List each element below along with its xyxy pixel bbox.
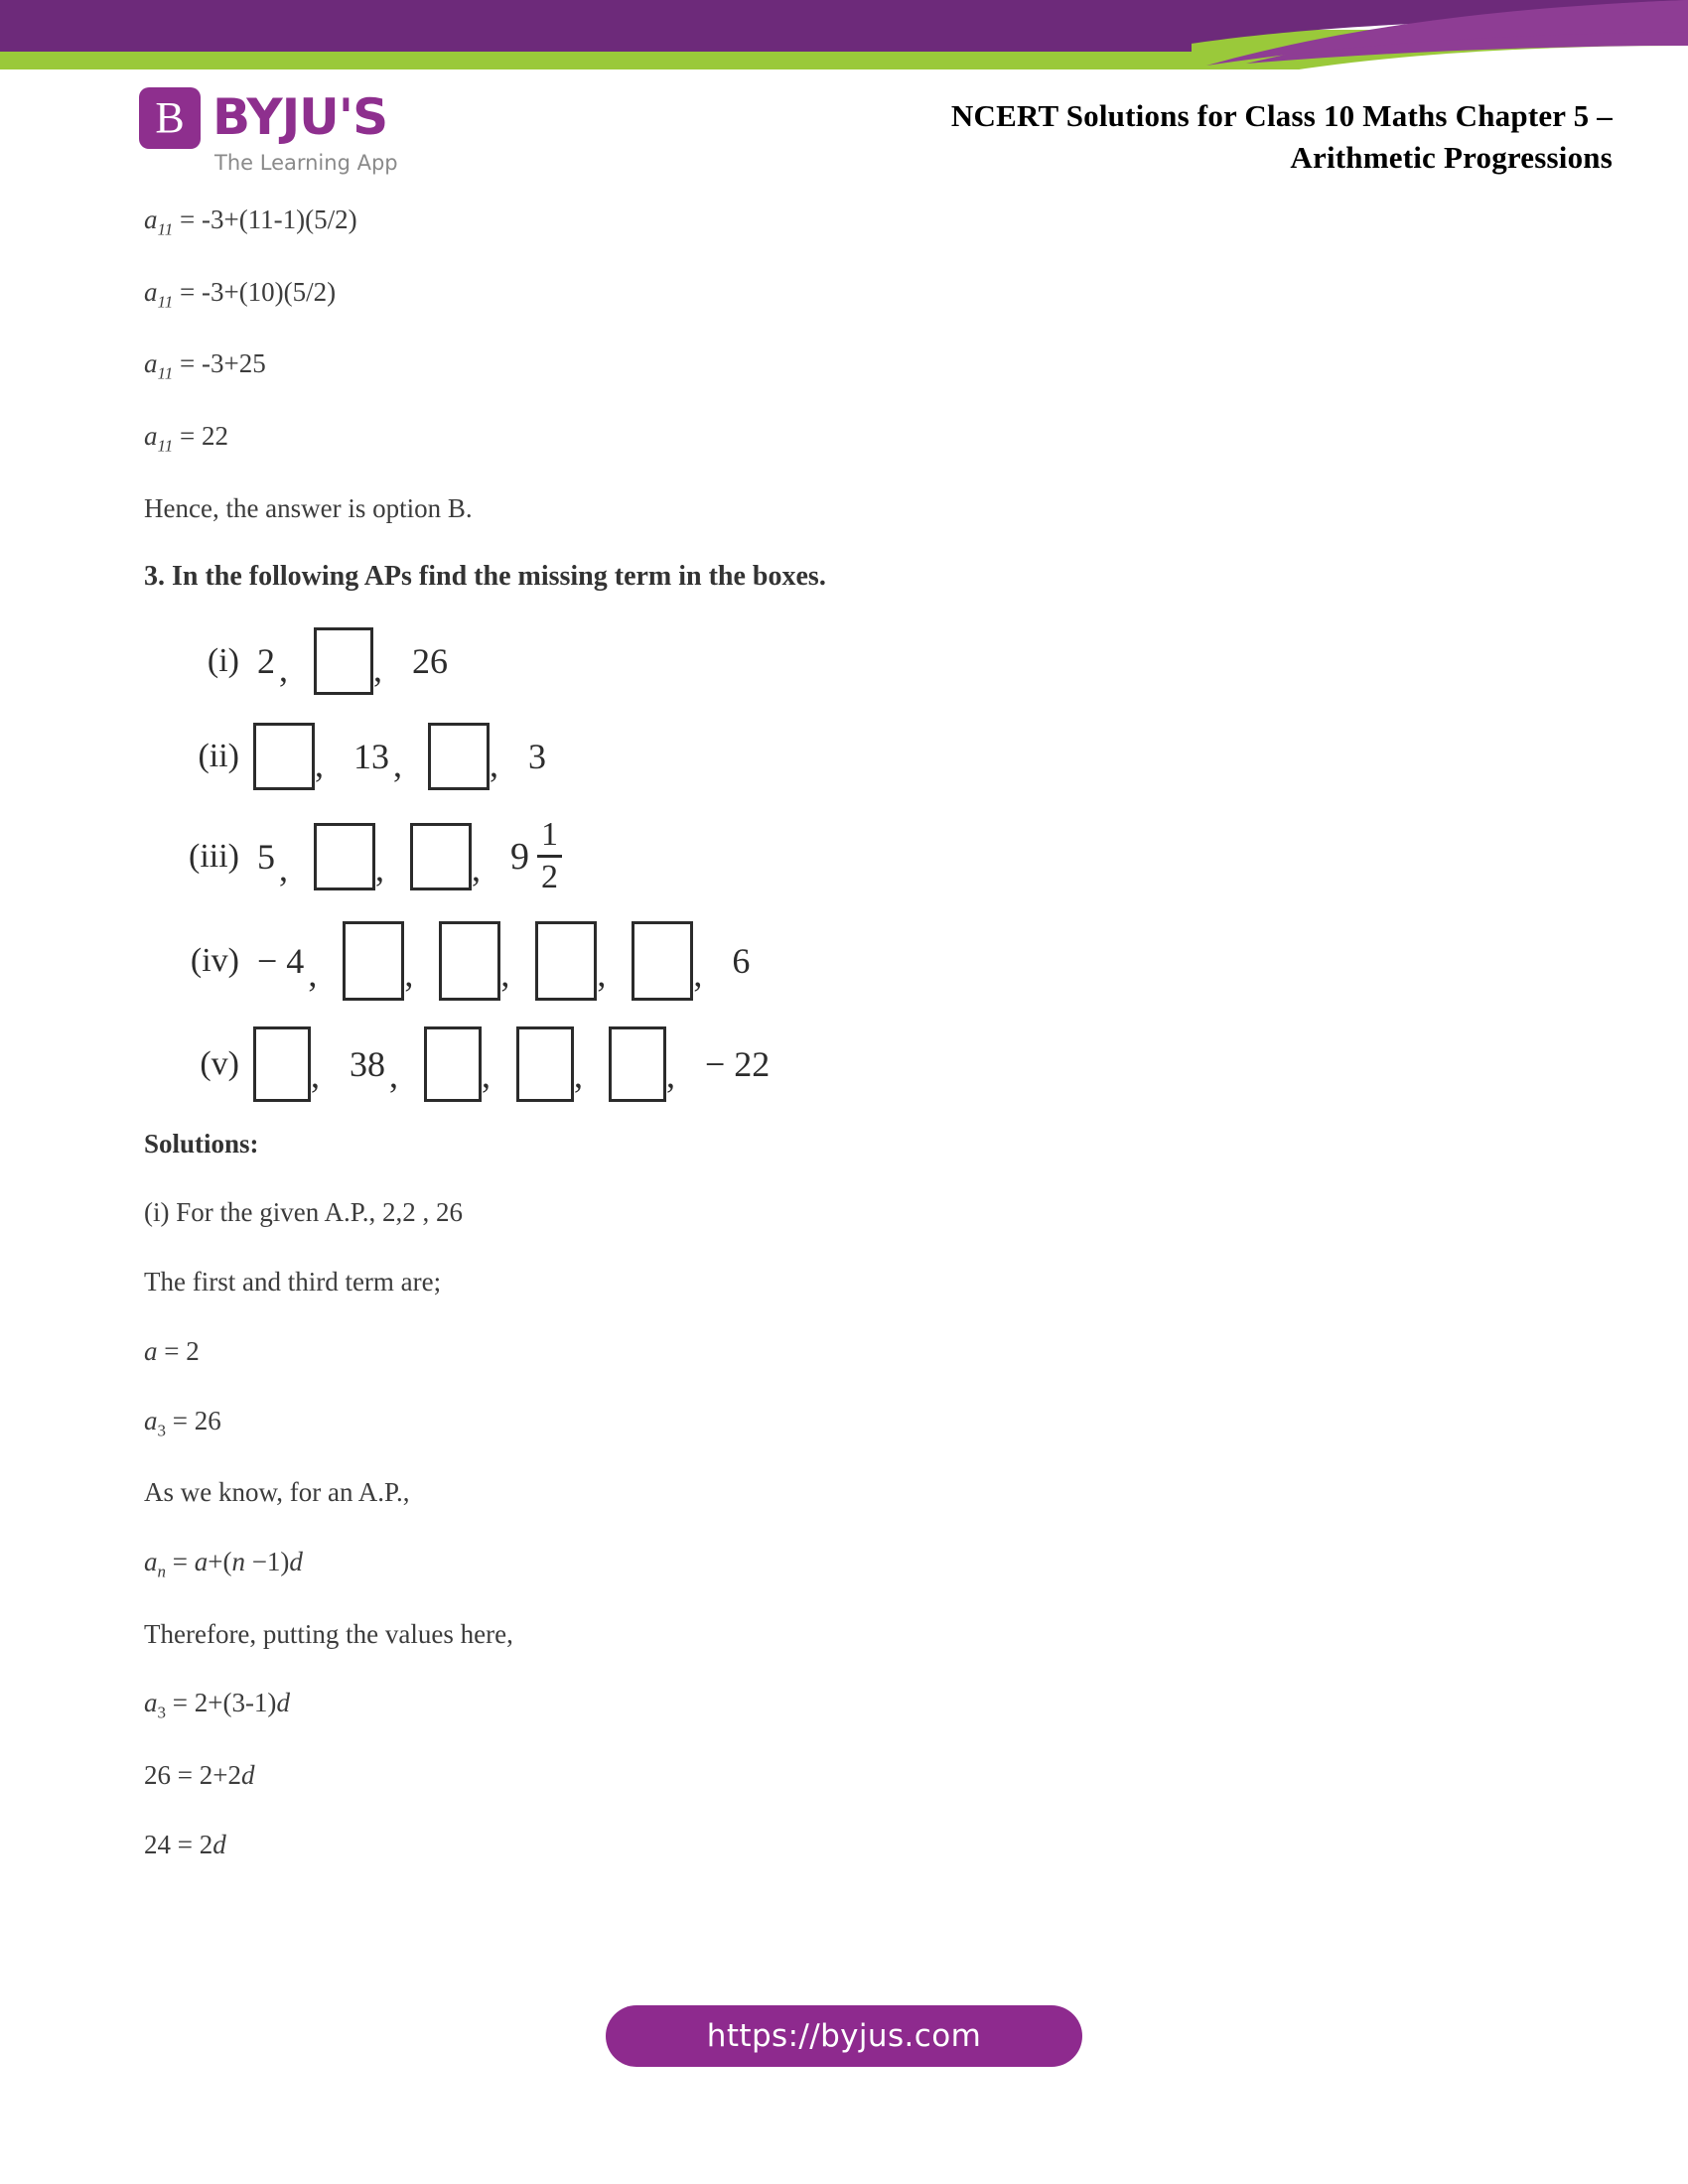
formula-n-subscript: n — [157, 1562, 166, 1581]
missing-term-box[interactable] — [314, 627, 373, 695]
missing-term-box[interactable] — [424, 1026, 482, 1102]
eq26-expression: 26 = 2+2 — [144, 1760, 241, 1791]
formula-n-term: n — [231, 1547, 245, 1577]
subst-d-term: d — [276, 1688, 290, 1718]
document-content — [144, 204, 1554, 1898]
ap-row-4 — [144, 1026, 1554, 1102]
equation-a11-line2 — [144, 276, 1554, 313]
equation-a11-line4 — [144, 420, 1554, 457]
solution-equation-24 — [144, 1829, 1554, 1862]
byjus-logo — [139, 87, 437, 175]
eq2-symbol: a — [144, 276, 158, 307]
missing-term-box[interactable] — [516, 1026, 574, 1102]
formula-open-paren: +( — [208, 1547, 232, 1577]
ap-problems-list — [144, 626, 1554, 1101]
solution-substituted-a3 — [144, 1687, 1554, 1723]
ap-separator-comma: , — [315, 745, 324, 785]
byjus-b-mark-icon — [139, 87, 201, 149]
ap-row-label: (iv) — [190, 941, 239, 979]
subst-a3-subscript: 3 — [157, 1703, 166, 1722]
eq3-subscript: 11 — [157, 363, 174, 383]
page-title-line-2: Arithmetic Progressions — [1290, 139, 1613, 175]
ap-separator-comma: , — [666, 1054, 675, 1095]
ap-row-1 — [144, 722, 1554, 791]
eq4-symbol: a — [144, 420, 158, 451]
ap-row-label: (i) — [207, 642, 239, 680]
ap-separator-comma: , — [597, 953, 607, 994]
missing-term-box[interactable] — [410, 823, 472, 890]
eq3-expression: = -3+25 — [173, 348, 266, 379]
page-header-banner — [0, 0, 1688, 79]
sol-a-symbol: a — [144, 1335, 158, 1366]
formula-equals: = — [166, 1547, 195, 1577]
ap-known-term: 3 — [528, 737, 546, 777]
formula-a-term: a — [194, 1547, 209, 1577]
equation-a11-line1 — [144, 204, 1554, 240]
page-title — [838, 95, 1613, 179]
logo-tagline: The Learning App — [214, 151, 398, 175]
missing-term-box[interactable] — [253, 1026, 311, 1102]
eq4-subscript: 11 — [157, 436, 174, 456]
ap-separator-comma: , — [472, 848, 481, 888]
ap-known-term: − 4 — [257, 940, 305, 981]
formula-d-term: d — [289, 1547, 303, 1577]
ap-separator-comma: , — [279, 848, 288, 888]
fraction-numerator: 1 — [541, 816, 558, 854]
ap-separator-comma: , — [389, 1054, 398, 1095]
solution-equation-a3 — [144, 1405, 1554, 1441]
eq2-expression: = -3+(10)(5/2) — [173, 276, 337, 307]
question-3-heading: 3. In the following APs find the missing term in the boxes. — [144, 561, 826, 593]
ap-row-2 — [144, 817, 1554, 894]
solution-as-we-know: As we know, for an A.P., — [144, 1477, 410, 1508]
ap-separator-comma: , — [490, 745, 498, 785]
ap-separator-comma: , — [311, 1054, 320, 1095]
ap-separator-comma: , — [393, 745, 402, 785]
banner-shapes — [0, 0, 1688, 79]
ap-separator-comma: , — [279, 649, 288, 690]
byjus-url-button[interactable]: https://byjus.com — [606, 2005, 1082, 2067]
missing-term-box[interactable] — [439, 921, 500, 1001]
eq1-symbol: a — [144, 205, 158, 234]
ap-known-term: 5 — [257, 836, 275, 877]
eq26-d-term: d — [240, 1760, 255, 1791]
solution-first-third-term: The first and third term are; — [144, 1267, 442, 1297]
missing-term-box[interactable] — [632, 921, 693, 1001]
solution-putting-values: Therefore, putting the values here, — [144, 1618, 513, 1649]
missing-term-box[interactable] — [609, 1026, 666, 1102]
missing-term-box[interactable] — [343, 921, 404, 1001]
solutions-heading: Solutions: — [144, 1128, 259, 1159]
page-title-line-1: NCERT Solutions for Class 10 Maths Chapter 5 – — [950, 98, 1613, 133]
ap-separator-comma: , — [500, 953, 510, 994]
eq24-d-term: d — [212, 1829, 226, 1859]
fraction-denominator: 2 — [537, 855, 562, 895]
ap-known-term: 13 — [353, 737, 389, 777]
ap-row-0 — [144, 626, 1554, 696]
ap-row-label: (ii) — [198, 738, 239, 775]
sol-a3-expression: = 26 — [166, 1405, 221, 1435]
ap-separator-comma: , — [482, 1054, 491, 1095]
sol-a-expression: = 2 — [157, 1335, 200, 1366]
logo-primary-row — [139, 87, 437, 149]
ap-separator-comma: , — [574, 1054, 583, 1095]
eq2-subscript: 11 — [157, 292, 174, 312]
ap-separator-comma: , — [375, 848, 384, 888]
ap-known-term: 6 — [732, 940, 751, 981]
sol-a3-subscript: 3 — [157, 1421, 166, 1440]
missing-term-box[interactable] — [314, 823, 375, 890]
ap-separator-comma: , — [373, 649, 382, 690]
missing-term-box[interactable] — [253, 723, 315, 790]
equation-a11-line3 — [144, 347, 1554, 384]
ap-row-label: (iii) — [189, 837, 239, 875]
ap-separator-comma: , — [693, 953, 703, 994]
solution-general-formula — [144, 1546, 1554, 1582]
ap-separator-comma: , — [308, 953, 318, 994]
fraction — [537, 817, 562, 894]
mixed-fraction-term — [506, 817, 566, 894]
missing-term-box[interactable] — [428, 723, 490, 790]
ap-row-label: (v) — [200, 1044, 239, 1082]
ap-known-term: 2 — [257, 641, 275, 682]
ap-known-term: 26 — [412, 641, 448, 682]
missing-term-box[interactable] — [535, 921, 597, 1001]
subst-a-symbol: a — [144, 1688, 158, 1718]
subst-expression: = 2+(3-1) — [166, 1688, 277, 1718]
formula-a-symbol: a — [144, 1547, 158, 1577]
ap-separator-comma: , — [404, 953, 414, 994]
ap-known-term: 38 — [350, 1043, 385, 1084]
logo-wordmark: BYJU'S — [212, 88, 388, 147]
eq24-expression: 24 = 2 — [144, 1829, 213, 1859]
logo-mark-letter: B — [155, 93, 185, 142]
sol-a3-symbol: a — [144, 1405, 158, 1435]
eq1-subscript: 11 — [157, 219, 174, 239]
solution-equation-26 — [144, 1759, 1554, 1793]
answer-conclusion: Hence, the answer is option B. — [144, 492, 473, 523]
ap-row-3 — [144, 921, 1554, 1001]
solution-equation-a — [144, 1335, 1554, 1369]
formula-minus-one: −1) — [244, 1547, 290, 1577]
eq4-expression: = 22 — [173, 420, 228, 451]
banner-purple-dark-left — [0, 0, 1192, 52]
solution-i-given: (i) For the given A.P., 2,2 , 26 — [144, 1197, 463, 1228]
ap-known-term: − 22 — [705, 1043, 771, 1084]
eq3-symbol: a — [144, 348, 158, 379]
mixed-whole-part: 9 — [510, 835, 529, 878]
eq1-expression: = -3+(11-1)(5/2) — [173, 205, 357, 234]
